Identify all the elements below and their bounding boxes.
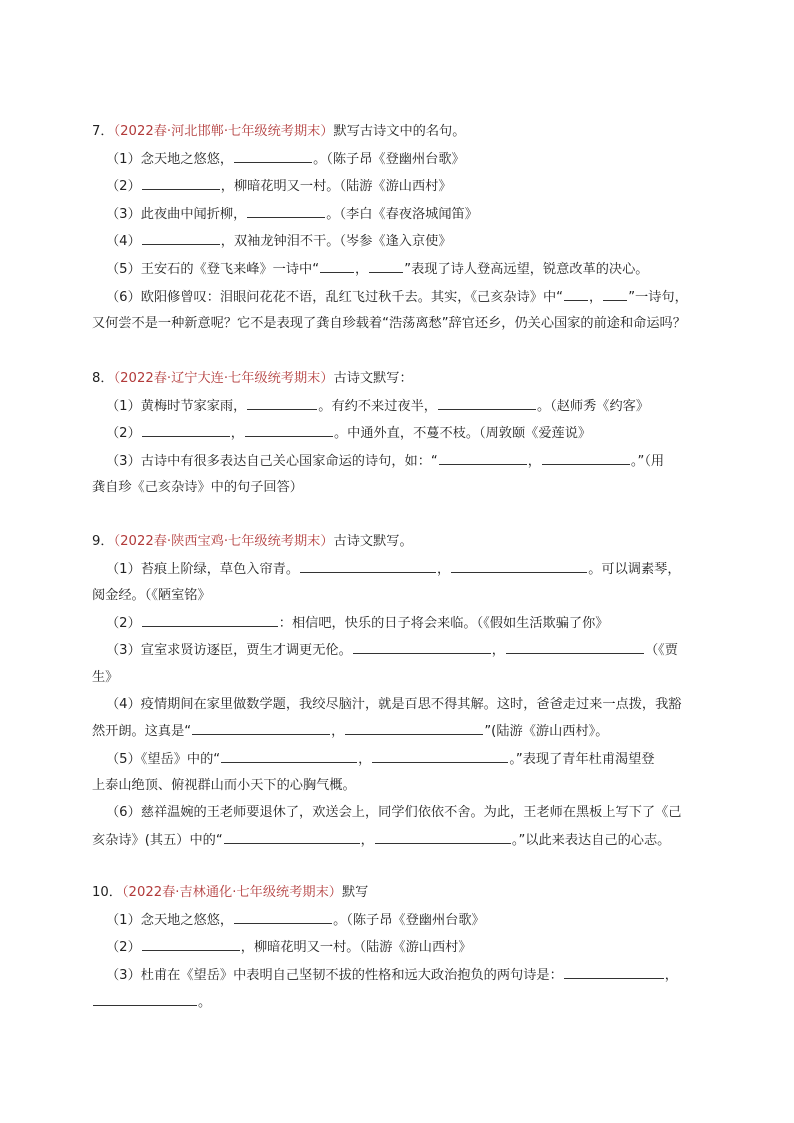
- question-title: 默写: [341, 885, 369, 900]
- text: （3）古诗中有很多表达自己关心国家命运的诗句，如：“: [106, 453, 438, 469]
- sub-question-2: [92, 177, 742, 196]
- sub-question-1: [92, 150, 742, 169]
- text: ，: [437, 561, 451, 577]
- text: ，: [355, 261, 369, 277]
- question-9: [92, 533, 742, 858]
- sub-question-3: [92, 966, 742, 985]
- answer-blank[interactable]: [245, 424, 333, 437]
- question-number: 9．: [92, 534, 114, 549]
- answer-blank[interactable]: [142, 177, 220, 190]
- text: ”(陆游《游山西村》。: [484, 724, 609, 740]
- sub-question-6: [92, 288, 742, 307]
- text: 。”表现了青年杜甫渴望登: [509, 751, 655, 767]
- answer-blank[interactable]: [300, 560, 436, 573]
- text: 又何尝不是一种新意呢？它不是表现了龚自珍载着“浩荡离愁”辞官还乡，仍关心国家的前途和命运吗？: [92, 316, 686, 332]
- answer-blank[interactable]: [439, 452, 527, 465]
- question-9-header: [92, 533, 742, 551]
- answer-blank[interactable]: [369, 260, 403, 273]
- answer-blank[interactable]: [564, 966, 664, 979]
- answer-blank[interactable]: [247, 205, 325, 218]
- answer-blank[interactable]: [142, 614, 278, 627]
- sub-question-5: [92, 260, 742, 279]
- sub-question-4: [92, 232, 742, 251]
- question-source: （2022春·陕西宝鸡·七年级统考期末）: [113, 534, 334, 549]
- text: ，: [331, 724, 345, 740]
- text: （2）: [106, 426, 141, 442]
- text: 然开朗。这真是“: [92, 724, 192, 740]
- answer-blank[interactable]: [506, 641, 644, 654]
- answer-blank[interactable]: [353, 641, 491, 654]
- answer-blank[interactable]: [345, 722, 483, 735]
- text: ，: [589, 289, 603, 305]
- text: 。（陈子昂《登幽州台歌》: [313, 151, 465, 167]
- text: ，双袖龙钟泪不干。（岑参《逢入京使》: [220, 234, 452, 250]
- sub-question-1: [92, 397, 742, 416]
- text: （3）杜甫在《望岳》中表明自己坚韧不拔的性格和远大政治抱负的两句诗是：: [106, 967, 563, 983]
- answer-blank[interactable]: [221, 750, 357, 763]
- question-number: 10．: [92, 885, 122, 900]
- question-10-header: [92, 884, 742, 902]
- text: 。中通外直，不蔓不枝。（周敦颐《爱莲说》: [333, 426, 592, 442]
- question-source: （2022春·辽宁大连·七年级统考期末）: [113, 371, 334, 386]
- sub-question-3-cont: [92, 993, 742, 1012]
- answer-blank[interactable]: [438, 397, 536, 410]
- sub-question-3: [92, 641, 742, 660]
- question-title: 古诗文默写。: [333, 534, 413, 549]
- text: （1）黄梅时节家家雨，: [106, 398, 247, 414]
- text: （2）: [106, 179, 141, 195]
- question-source: （2022春·吉林通化·七年级统考期末）: [121, 885, 342, 900]
- answer-blank[interactable]: [93, 993, 197, 1006]
- text: （1）苔痕上阶绿，草色入帘青。: [106, 561, 300, 577]
- text: 。”以此来表达自己的心志。: [511, 832, 671, 848]
- text: 。”（用: [630, 453, 665, 469]
- text: （《贾: [644, 643, 678, 659]
- text: 龚自珍《己亥杂诗》中的句子回答）: [92, 480, 303, 496]
- text: 上泰山绝顶、俯视群山而小天下的心胸气概。: [92, 778, 356, 794]
- sub-question-1: [92, 911, 742, 930]
- text: 。（赵师秀《约客》: [536, 398, 650, 414]
- answer-blank[interactable]: [234, 150, 312, 163]
- sub-question-5-cont: [92, 777, 742, 795]
- sub-question-5: [92, 750, 742, 769]
- text: ，柳暗花明又一村。（陆游《游山西村》: [240, 940, 472, 956]
- text: （2）: [106, 940, 141, 956]
- answer-blank[interactable]: [224, 831, 360, 844]
- text: （5）王安石的《登飞来峰》一诗中“: [106, 261, 320, 277]
- sub-question-3: [92, 205, 742, 224]
- answer-blank[interactable]: [320, 260, 354, 273]
- text: （4）疫情期间在家里做数学题，我绞尽脑汁，就是百思不得其解。这时，爸爸走过来一点拨，我豁: [106, 696, 682, 712]
- answer-blank[interactable]: [142, 232, 220, 245]
- sub-question-6-cont: [92, 315, 742, 333]
- answer-blank[interactable]: [192, 722, 330, 735]
- sub-question-3-cont: [92, 669, 742, 687]
- text: （1）念天地之悠悠，: [106, 912, 234, 928]
- text: 生》: [92, 669, 119, 685]
- sub-question-3-cont: [92, 479, 742, 497]
- answer-blank[interactable]: [603, 288, 627, 301]
- answer-blank[interactable]: [375, 831, 511, 844]
- question-7-header: [92, 123, 742, 141]
- question-title: 古诗文默写：: [333, 371, 413, 386]
- text: ，: [491, 643, 505, 659]
- text: （2）: [106, 615, 141, 631]
- question-source: （2022春·河北邯郸·七年级统考期末）: [113, 124, 334, 139]
- sub-question-6: [92, 804, 742, 822]
- question-8: [92, 370, 742, 506]
- text: （3）宣室求贤访逐臣，贾生才调更无伦。: [106, 643, 352, 659]
- sub-question-1-cont: [92, 587, 742, 605]
- text: （6）欧阳修曾叹：泪眼问花花不语，乱红飞过秋千去。其实，《己亥杂诗》中“: [106, 289, 563, 305]
- answer-blank[interactable]: [564, 288, 588, 301]
- sub-question-2: [92, 424, 742, 443]
- text: ，柳暗花明又一村。（陆游《游山西村》: [220, 179, 452, 195]
- text: （1）念天地之悠悠，: [106, 151, 234, 167]
- text: （6）慈祥温婉的王老师要退休了，欢送会上，同学们依依不舍。为此，王老师在黑板上写下了《己: [106, 804, 682, 820]
- answer-blank[interactable]: [142, 938, 240, 951]
- text: 。可以调素琴，: [588, 561, 681, 577]
- text: 。: [198, 995, 212, 1011]
- sub-question-4-cont: [92, 722, 742, 741]
- text: ”表现了诗人登高远望，锐意改革的决心。: [404, 261, 649, 277]
- text: （5）《望岳》中的“: [106, 751, 221, 767]
- answer-blank[interactable]: [247, 397, 317, 410]
- answer-blank[interactable]: [372, 750, 508, 763]
- answer-blank[interactable]: [142, 424, 230, 437]
- text: ，: [358, 751, 372, 767]
- question-7: [92, 123, 742, 342]
- question-title: 默写古诗文中的名句。: [333, 124, 466, 139]
- question-number: 8．: [92, 371, 114, 386]
- question-8-header: [92, 370, 742, 388]
- text: ，: [230, 426, 244, 442]
- sub-question-2: [92, 614, 742, 633]
- text: 阅金经。（《陋室铭》: [92, 588, 211, 604]
- text: （3）此夜曲中闻折柳，: [106, 206, 247, 222]
- answer-blank[interactable]: [451, 560, 587, 573]
- text: ”一诗句，: [628, 289, 688, 305]
- question-number: 7．: [92, 124, 114, 139]
- text: （4）: [106, 234, 141, 250]
- sub-question-1: [92, 560, 742, 579]
- text: 。（李白《春夜洛城闻笛》: [326, 206, 478, 222]
- text: ，: [527, 453, 541, 469]
- text: 。（陈子昂《登幽州台歌》: [333, 912, 485, 928]
- text: 亥杂诗》(其五）中的“: [92, 832, 223, 848]
- answer-blank[interactable]: [542, 452, 630, 465]
- sub-question-4: [92, 696, 742, 714]
- sub-question-6-cont: [92, 831, 742, 850]
- text: 。有约不来过夜半，: [318, 398, 437, 414]
- text: ，: [360, 832, 374, 848]
- sub-question-3: [92, 452, 742, 471]
- sub-question-2: [92, 938, 742, 957]
- text: ：相信吧，快乐的日子将会来临。（《假如生活欺骗了你》: [278, 615, 609, 631]
- text: ，: [664, 967, 678, 983]
- question-10: [92, 884, 742, 1021]
- answer-blank[interactable]: [234, 911, 332, 924]
